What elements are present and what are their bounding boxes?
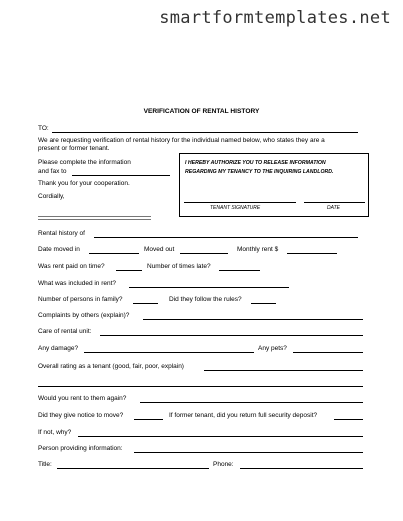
if-not-why-label: If not, why?	[38, 429, 72, 436]
tenant-date-caption: DATE	[327, 205, 340, 211]
complaints-label: Complaints by others (explain)?	[38, 312, 130, 319]
follow-rules-label: Did they follow the rules?	[169, 296, 242, 303]
tenant-date-field[interactable]	[304, 202, 365, 203]
intro-text-line2: present or former tenant.	[38, 145, 110, 152]
times-late-field[interactable]	[219, 270, 260, 271]
authorization-line1: I HEREBY AUTHORIZE YOU TO RELEASE INFORMATION	[185, 160, 326, 166]
tenant-signature-field[interactable]	[184, 202, 296, 203]
moved-out-field[interactable]	[180, 253, 228, 254]
date-moved-in-label: Date moved in	[38, 246, 80, 253]
included-in-rent-label: What was included in rent?	[38, 280, 117, 287]
complete-info-line2: and fax to	[38, 168, 67, 175]
rent-on-time-label: Was rent paid on time?	[38, 263, 105, 270]
person-providing-label: Person providing information:	[38, 445, 123, 452]
overall-rating-field[interactable]	[204, 370, 363, 371]
form-title: VERIFICATION OF RENTAL HISTORY	[143, 108, 260, 115]
rental-history-label: Rental history of	[38, 230, 85, 237]
title-field[interactable]	[57, 468, 209, 469]
included-in-rent-field[interactable]	[129, 287, 289, 288]
phone-label: Phone:	[213, 461, 234, 468]
times-late-label: Number of times late?	[147, 263, 211, 270]
care-of-unit-label: Care of rental unit:	[38, 328, 92, 335]
complaints-field[interactable]	[143, 319, 363, 320]
person-providing-field[interactable]	[134, 452, 363, 453]
any-damage-label: Any damage?	[38, 345, 79, 352]
rent-on-time-field[interactable]	[116, 270, 142, 271]
security-deposit-field[interactable]	[334, 419, 363, 420]
if-not-why-field[interactable]	[78, 436, 363, 437]
follow-rules-field[interactable]	[251, 303, 276, 304]
any-pets-label: Any pets?	[258, 345, 287, 352]
rental-history-field[interactable]	[94, 237, 358, 238]
rent-again-label: Would you rent to them again?	[38, 395, 127, 402]
authorization-text	[185, 159, 333, 177]
notice-to-move-field[interactable]	[134, 419, 163, 420]
overall-rating-label: Overall rating as a tenant (good, fair, poor, explain)	[38, 363, 184, 370]
intro-text-line1: We are requesting verification of rental history for the individual named below, who states they are a	[38, 137, 325, 144]
notice-to-move-label: Did they give notice to move?	[38, 412, 124, 419]
watermark-logo: smartformtemplates.net	[159, 8, 391, 28]
landlord-signature-line[interactable]	[38, 216, 151, 220]
overall-rating-field-line2[interactable]	[38, 386, 363, 387]
moved-out-label: Moved out	[144, 246, 175, 253]
persons-in-family-label: Number of persons in family?	[38, 296, 123, 303]
fax-to-field[interactable]	[72, 175, 170, 176]
monthly-rent-label: Monthly rent $	[237, 246, 279, 253]
complete-info-line1: Please complete the information	[38, 159, 131, 166]
title-label: Title:	[38, 461, 52, 468]
any-damage-field[interactable]	[84, 352, 254, 353]
date-moved-in-field[interactable]	[89, 253, 139, 254]
tenant-signature-caption: TENANT SIGNATURE	[210, 205, 261, 211]
security-deposit-label: If former tenant, did you return full security deposit?	[169, 412, 318, 419]
phone-field[interactable]	[240, 468, 363, 469]
authorization-box	[179, 153, 369, 217]
monthly-rent-field[interactable]	[287, 253, 337, 254]
to-label: TO:	[38, 125, 49, 132]
cordially-text: Cordially,	[38, 193, 65, 200]
rent-again-field[interactable]	[140, 402, 363, 403]
thanks-text: Thank you for your cooperation.	[38, 180, 130, 187]
persons-in-family-field[interactable]	[133, 303, 158, 304]
any-pets-field[interactable]	[293, 352, 363, 353]
care-of-unit-field[interactable]	[100, 335, 363, 336]
authorization-line2: REGARDING MY TENANCY TO THE INQUIRING LANDLORD.	[185, 169, 334, 175]
to-field[interactable]	[52, 132, 358, 133]
